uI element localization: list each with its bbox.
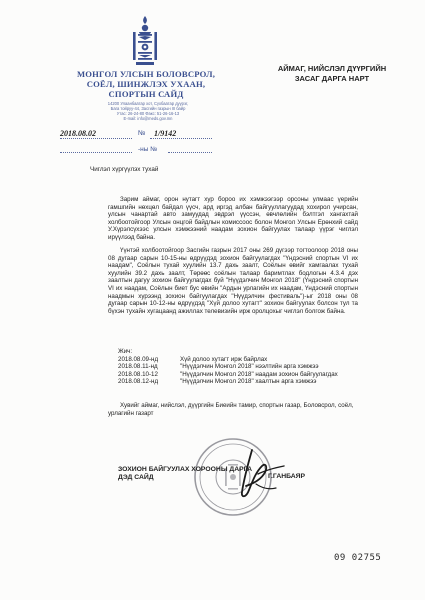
recipient-line: АЙМАГ, НИЙСЛЭЛ ДҮҮРГИЙН [277,64,387,73]
schedule-date: 2018.08.12-нд [118,378,159,386]
closing-paragraph: Хувийг аймаг, нийслэл, дүүргийн Биеийн тамир, спортын газар, Боловсрол, соёл, урлагийн газарт [108,402,354,417]
address-line: Утас: 26-24-80 Факс: 51-26-16-13 [116,111,180,116]
schedule-row [118,363,358,371]
schedule-row [118,378,358,386]
soyombo-emblem-icon [126,14,164,66]
schedule-event: "Нүүдэлчин Монгол 2018" хаалтын арга хэмжээ [180,378,317,386]
org-name-line: СОЁЛ, ШИНЖЛЭХ УХААН, [86,79,206,89]
address-line: E-mail: info@meds.gov.mn [123,116,173,121]
letter-number: 1/9142 [150,129,212,139]
letter-subject: Чиглэл хүргүүлэх тухай [90,166,159,173]
signatory-name: Г.ГАНБАЯР [268,473,306,480]
address-line: Бага тойруу-44, Засгийн газрын III байр [110,106,186,111]
letter-date: 2018.08.02 [60,129,132,139]
schedule [118,348,358,386]
signature-title-line: ДЭД САЙД [118,474,154,481]
body-paragraph: Зарим аймаг, орон нутагт хур бороо их хэмжээгээр орсоны улмаас үерийн гамшгийн нөхцөл байдал үүсч, ард иргэд албан байгууллагуудад хохирол учирсан, улсын чанартай авто замуудад эвдрэл үүссэн, өвчлөлийн бэлтгэл хангахтай холбоотойгоор Улсын онцгой байдлын комиссоос болон Монгол Улсын Ерөнхий сайд У.Хүрэлсүхээс улсын хэмжээний наадам зохион байгуулах талаар үүрэг чиглэл ирүүлээд байна. [108,196,358,241]
org-name-line: МОНГОЛ УЛСЫН БОЛОВСРОЛ, [76,69,216,79]
signature-title-line: ЗОХИОН БАЙГУУЛАХ ХОРООНЫ ДАРГА [118,466,252,473]
reply-number-label: -ны № [138,146,158,153]
schedule-date: 2018.08.11-нд [118,363,158,371]
schedule-date: 2018.08.09-нд [118,355,159,363]
recipient [262,64,402,84]
body-paragraph: Үүнтэй холбоотойгоор Засгийн газрын 2017 оны 269 дүгээр тогтоолоор 2018 оны 08 дугаар сарын 10-15-ны өдрүүдэд зохион байгуулагдах "Үндэсний спортын VI их наадам", Соёлын тухай хуулийн 13.7 дахь заалт, Соёлын өвийг хамгаалах тухай хуулийн 39.2 дахь заалт, Төрөөс соёлын талаар баримтлах бодлогын 4.3.4 дэх заалтын дагуу зохион байгуулагдах буй "Нүүдэлчин Монгол 2018" (Үндэсний спортын VI их наадам, Соёлын биет бус өвийн "Ардын урлагийн их наадам, Үндэсний спортын наадмын хурээнд зохион байгуулагдах "Нүүдэлчин фестиваль")-ыг 2018 оны 08 дугаар сарын 10-12-ны өдрүүдэд "Хүй долоо хутагт" зохион байгуулах болсон тул та бүхэн тухайн хугацаанд ажиллах телевизийн ирж оролцохыг чиглэл болгож байна. [108,247,358,315]
schedule-date: 2018.08.10-12 [118,370,158,378]
schedule-event: "Нүүдэлчин Монгол 2018" нээлтийн арга хэмжээ [180,363,319,371]
schedule-event: Хүй долоо хутагт ирж байрлах [180,355,268,363]
recipient-line: ЗАСАГ ДАРГА НАРТ [294,74,370,83]
schedule-row [118,356,358,364]
number-label: № [138,130,146,137]
schedule-row [118,371,358,379]
org-name-line: СПОРТЫН САЙД [108,89,184,99]
organization-address [78,101,218,121]
address-line: 14200 Улаанбаатар хот, Сүхбаатар дүүрэг, [107,101,189,106]
reply-date-blank [60,146,132,153]
schedule-event: "Нүүдэлчин Монгол 2018" наадам зохион байгуулагдах [180,370,338,378]
organization-name [60,69,232,99]
reply-number-blank [168,146,212,153]
schedule-header: Жич: [118,348,133,355]
serial-number: 09 02755 [334,553,382,563]
